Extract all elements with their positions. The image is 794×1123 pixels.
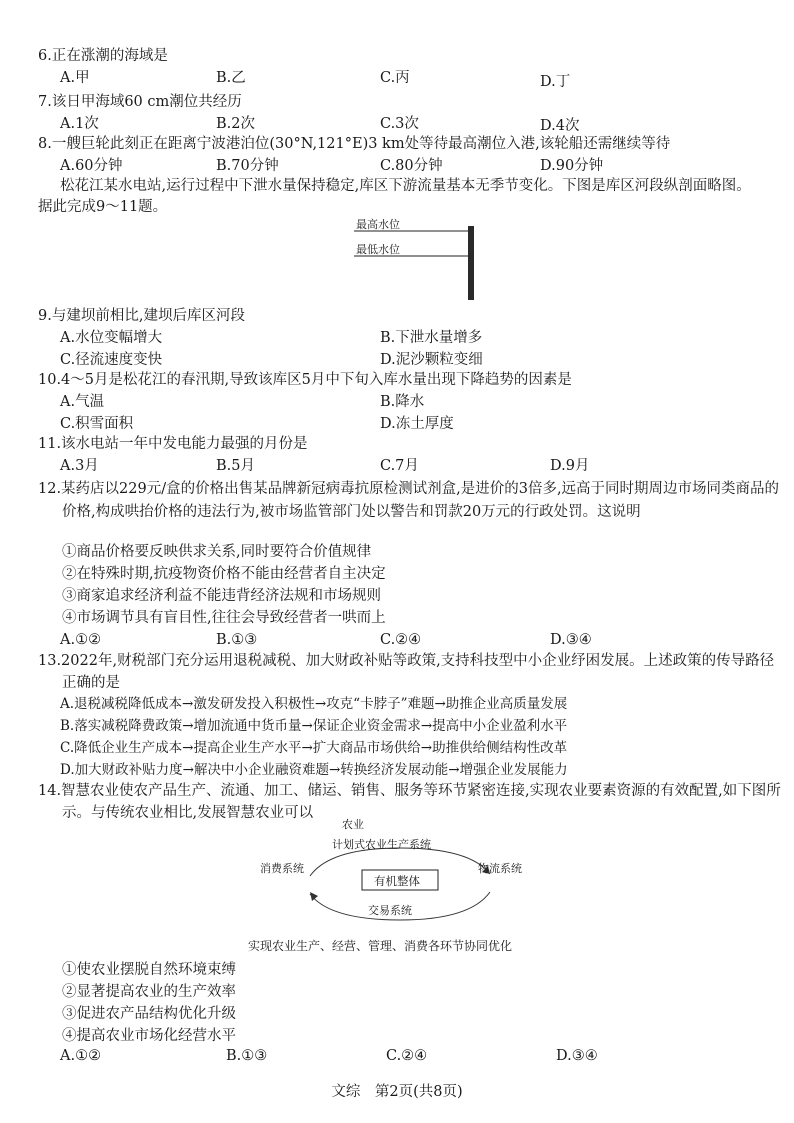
q10-option-d: D.冻土厚度	[380, 416, 454, 432]
q6-option-b: B.乙	[216, 70, 246, 86]
smart-agriculture-figure	[250, 816, 550, 956]
q14-option-d: D.③④	[556, 1048, 598, 1064]
label-organic-whole: 有机整体	[374, 874, 420, 888]
q12-stem: 12.某药店以229元/盒的价格出售某品牌新冠病毒抗原检测试剂盒,是进价的3倍多,远高于同时期周边市场同类商品的价格,构成哄抬价格的违法行为,被市场监管部门处以警告和罚款20万元的行政处罚。这说明	[38, 481, 780, 520]
q11-option-a: A.3月	[60, 458, 99, 474]
q7-option-b: B.2次	[216, 116, 255, 132]
label-consumption-system: 消费系统	[260, 862, 304, 875]
q6-option-c: C.丙	[380, 70, 410, 86]
arc-bottom-right	[400, 892, 490, 920]
figure-caption: 实现农业生产、经营、管理、消费各环节协同优化	[248, 939, 513, 953]
q7-option-a: A.1次	[60, 116, 99, 132]
q9-option-c: C.径流速度变快	[60, 352, 163, 368]
label-trade-system: 交易系统	[368, 904, 412, 917]
figure-title: 农业	[342, 818, 364, 831]
label-high-water: 最高水位	[356, 218, 400, 231]
q11-option-d: D.9月	[550, 458, 590, 474]
q14-item-2: ②显著提高农业的生产效率	[62, 984, 236, 1000]
q10-option-a: A.气温	[60, 394, 105, 410]
q14-option-b: B.①③	[226, 1048, 268, 1064]
q14-item-1: ①使农业摆脱自然环境束缚	[62, 962, 236, 978]
q12-item-1: ①商品价格要反映供求关系,同时要符合价值规律	[62, 544, 372, 560]
q12-item-3: ③商家追求经济利益不能违背经济法规和市场规则	[62, 588, 381, 604]
q13-option-a: A.退税减税降低成本→激发研发投入积极性→攻克“卡脖子”难题→助推企业高质量发展	[60, 696, 568, 712]
q12-option-c: C.②④	[380, 632, 422, 648]
q13-option-c: C.降低企业生产成本→提高企业生产水平→扩大商品市场供给→助推供给侧结构性改革	[60, 740, 568, 756]
reading-passage: 松花江某水电站,运行过程中下泄水量保持稳定,库区下游流量基本无季节变化。下图是库区河段纵剖面略图。据此完成9～11题。	[38, 178, 751, 215]
q10-option-c: C.积雪面积	[60, 416, 134, 432]
q10-stem: 10.4～5月是松花江的春汛期,导致该库区5月中下旬入库水量出现下降趋势的因素是	[38, 372, 572, 388]
q14-option-a: A.①②	[60, 1048, 102, 1064]
q7-option-d: D.4次	[540, 118, 580, 134]
q6-option-a: A.甲	[60, 70, 90, 86]
q6-option-d: D.丁	[540, 74, 571, 90]
q14-item-4: ④提高农业市场化经营水平	[62, 1028, 236, 1044]
q14-option-c: C.②④	[386, 1048, 428, 1064]
q7-option-c: C.3次	[380, 116, 419, 132]
q13-option-b: B.落实减税降费政策→增加流通中货币量→保证企业资金需求→提高中小企业盈利水平	[60, 718, 568, 734]
q10-option-b: B.降水	[380, 394, 425, 410]
q8-stem: 8.一艘巨轮此刻正在距离宁波港泊位(30°N,121°E)3 km处等待最高潮位入港,该轮船还需继续等待	[38, 136, 671, 152]
q12-item-4: ④市场调节具有盲目性,往往会导致经营者一哄而上	[62, 610, 386, 626]
q8-option-c: C.80分钟	[380, 158, 443, 174]
q13-stem: 13.2022年,财税部门充分运用退税减税、加大财政补贴等政策,支持科技型中小企业纾困发展。上述政策的传导路径正确的是	[38, 653, 775, 691]
label-low-water: 最低水位	[356, 243, 400, 256]
label-logistics-system: 物流系统	[478, 862, 522, 875]
page-footer: 文综 第2页(共8页)	[331, 1084, 463, 1100]
q14-item-3: ③促进农产品结构优化升级	[62, 1006, 236, 1022]
q11-option-c: C.7月	[380, 458, 419, 474]
q12-option-b: B.①③	[216, 632, 258, 648]
q7-stem: 7.该日甲海域60 cm潮位共经历	[38, 94, 242, 110]
q6-stem: 6.正在涨潮的海域是	[38, 48, 168, 64]
q9-stem: 9.与建坝前相比,建坝后库区河段	[38, 308, 245, 324]
q11-option-b: B.5月	[216, 458, 255, 474]
q14-stem: 14.智慧农业使农产品生产、流通、加工、储运、销售、服务等环节紧密连接,实现农业要素资源的有效配置,如下图所示。与传统农业相比,发展智慧农业可以	[38, 783, 781, 821]
q11-stem: 11.该水电站一年中发电能力最强的月份是	[38, 436, 308, 452]
dam-wall	[468, 226, 474, 300]
reservoir-profile-figure	[350, 216, 490, 304]
q12-option-a: A.①②	[60, 632, 102, 648]
q12-option-d: D.③④	[550, 632, 592, 648]
q8-option-d: D.90分钟	[540, 158, 604, 174]
q12-item-2: ②在特殊时期,抗疫物资价格不能由经营者自主决定	[62, 566, 386, 582]
q9-option-d: D.泥沙颗粒变细	[380, 352, 483, 368]
q8-option-a: A.60分钟	[60, 158, 123, 174]
q8-option-b: B.70分钟	[216, 158, 279, 174]
label-production-system: 计划式农业生产系统	[332, 838, 431, 851]
q13-option-d: D.加大财政补贴力度→解决中小企业融资难题→转换经济发展动能→增强企业发展能力	[60, 762, 568, 778]
q9-option-b: B.下泄水量增多	[380, 330, 483, 346]
arrow-head-left	[310, 892, 318, 901]
q9-option-a: A.水位变幅增大	[60, 330, 163, 346]
